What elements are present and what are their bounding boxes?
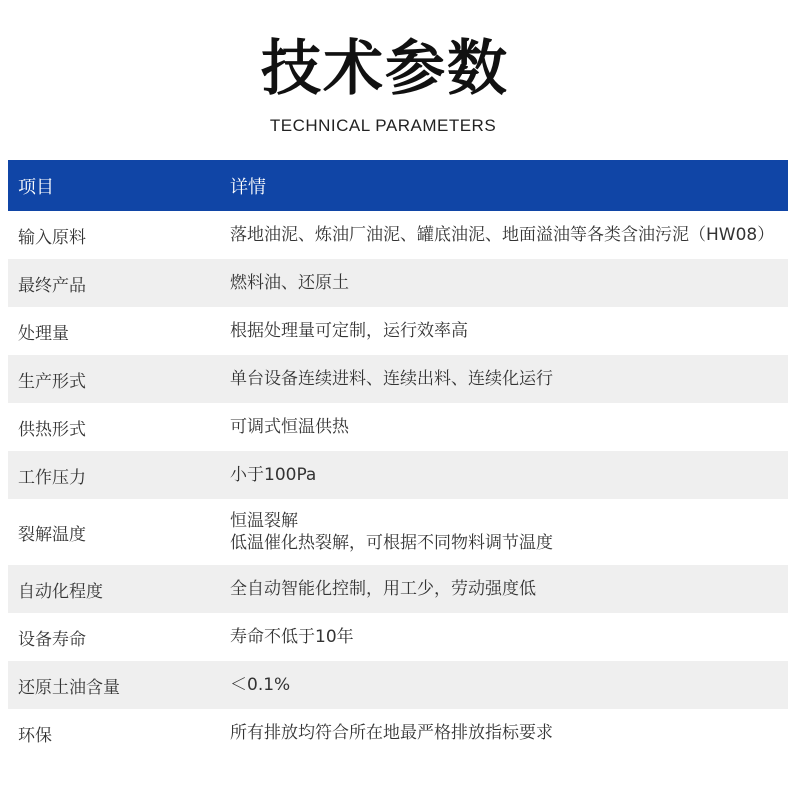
- row-detail-line: 全自动智能化控制，用工少，劳动强度低: [230, 579, 536, 599]
- row-detail: [220, 578, 788, 600]
- table-header-row: [8, 160, 788, 211]
- row-item-label: 处理量: [18, 323, 69, 344]
- row-detail: [220, 674, 788, 696]
- table-row: [8, 355, 788, 403]
- row-detail-line: 单台设备连续进料、连续出料、连续化运行: [230, 369, 553, 389]
- row-item-label: 设备寿命: [18, 629, 86, 650]
- row-detail-line: ＜0.1%: [230, 675, 291, 695]
- row-detail: [220, 722, 788, 744]
- page-subtitle: TECHNICAL PARAMETERS: [269, 116, 497, 135]
- table-row: [8, 403, 788, 451]
- row-detail: [220, 368, 788, 390]
- row-detail-line: 低温催化热裂解，可根据不同物料调节温度: [230, 533, 553, 553]
- row-detail: [220, 272, 788, 294]
- table-row: [8, 613, 788, 661]
- row-detail-line: 燃料油、还原土: [230, 273, 349, 293]
- table-row: [8, 499, 788, 565]
- table-row: [8, 259, 788, 307]
- row-detail: [220, 224, 788, 246]
- row-item-label: 最终产品: [18, 275, 86, 296]
- column-header-detail: 详情: [230, 176, 266, 198]
- row-detail-line: 恒温裂解: [230, 511, 298, 531]
- row-item-label: 自动化程度: [18, 581, 103, 602]
- row-detail: [220, 464, 788, 486]
- row-detail: [220, 416, 788, 438]
- table-row: [8, 451, 788, 499]
- row-detail: [220, 320, 788, 342]
- table-row: [8, 211, 788, 259]
- row-item-label: 裂解温度: [18, 524, 86, 545]
- column-header-item: 项目: [18, 176, 54, 198]
- row-item-label: 还原土油含量: [18, 677, 120, 698]
- row-detail-line: 小于100Pa: [230, 465, 317, 485]
- page-title: 技术参数: [261, 34, 509, 104]
- row-detail-line: 落地油泥、炼油厂油泥、罐底油泥、地面溢油等各类含油污泥（HW08）: [230, 225, 775, 245]
- table-row: [8, 661, 788, 709]
- parameters-table: [8, 160, 788, 757]
- table-row: [8, 709, 788, 757]
- row-detail: [220, 626, 788, 648]
- table-row: [8, 565, 788, 613]
- page-header: [0, 0, 800, 160]
- row-item-label: 环保: [18, 725, 52, 746]
- row-detail-line: 根据处理量可定制，运行效率高: [230, 321, 468, 341]
- row-detail-line: 寿命不低于10年: [230, 627, 354, 647]
- row-detail-line: 可调式恒温供热: [230, 417, 349, 437]
- row-item-label: 供热形式: [18, 419, 86, 440]
- row-item-label: 输入原料: [18, 227, 86, 248]
- row-detail: [220, 510, 788, 554]
- row-detail-line: 所有排放均符合所在地最严格排放指标要求: [230, 723, 553, 743]
- row-item-label: 生产形式: [18, 371, 86, 392]
- row-item-label: 工作压力: [18, 467, 86, 488]
- table-row: [8, 307, 788, 355]
